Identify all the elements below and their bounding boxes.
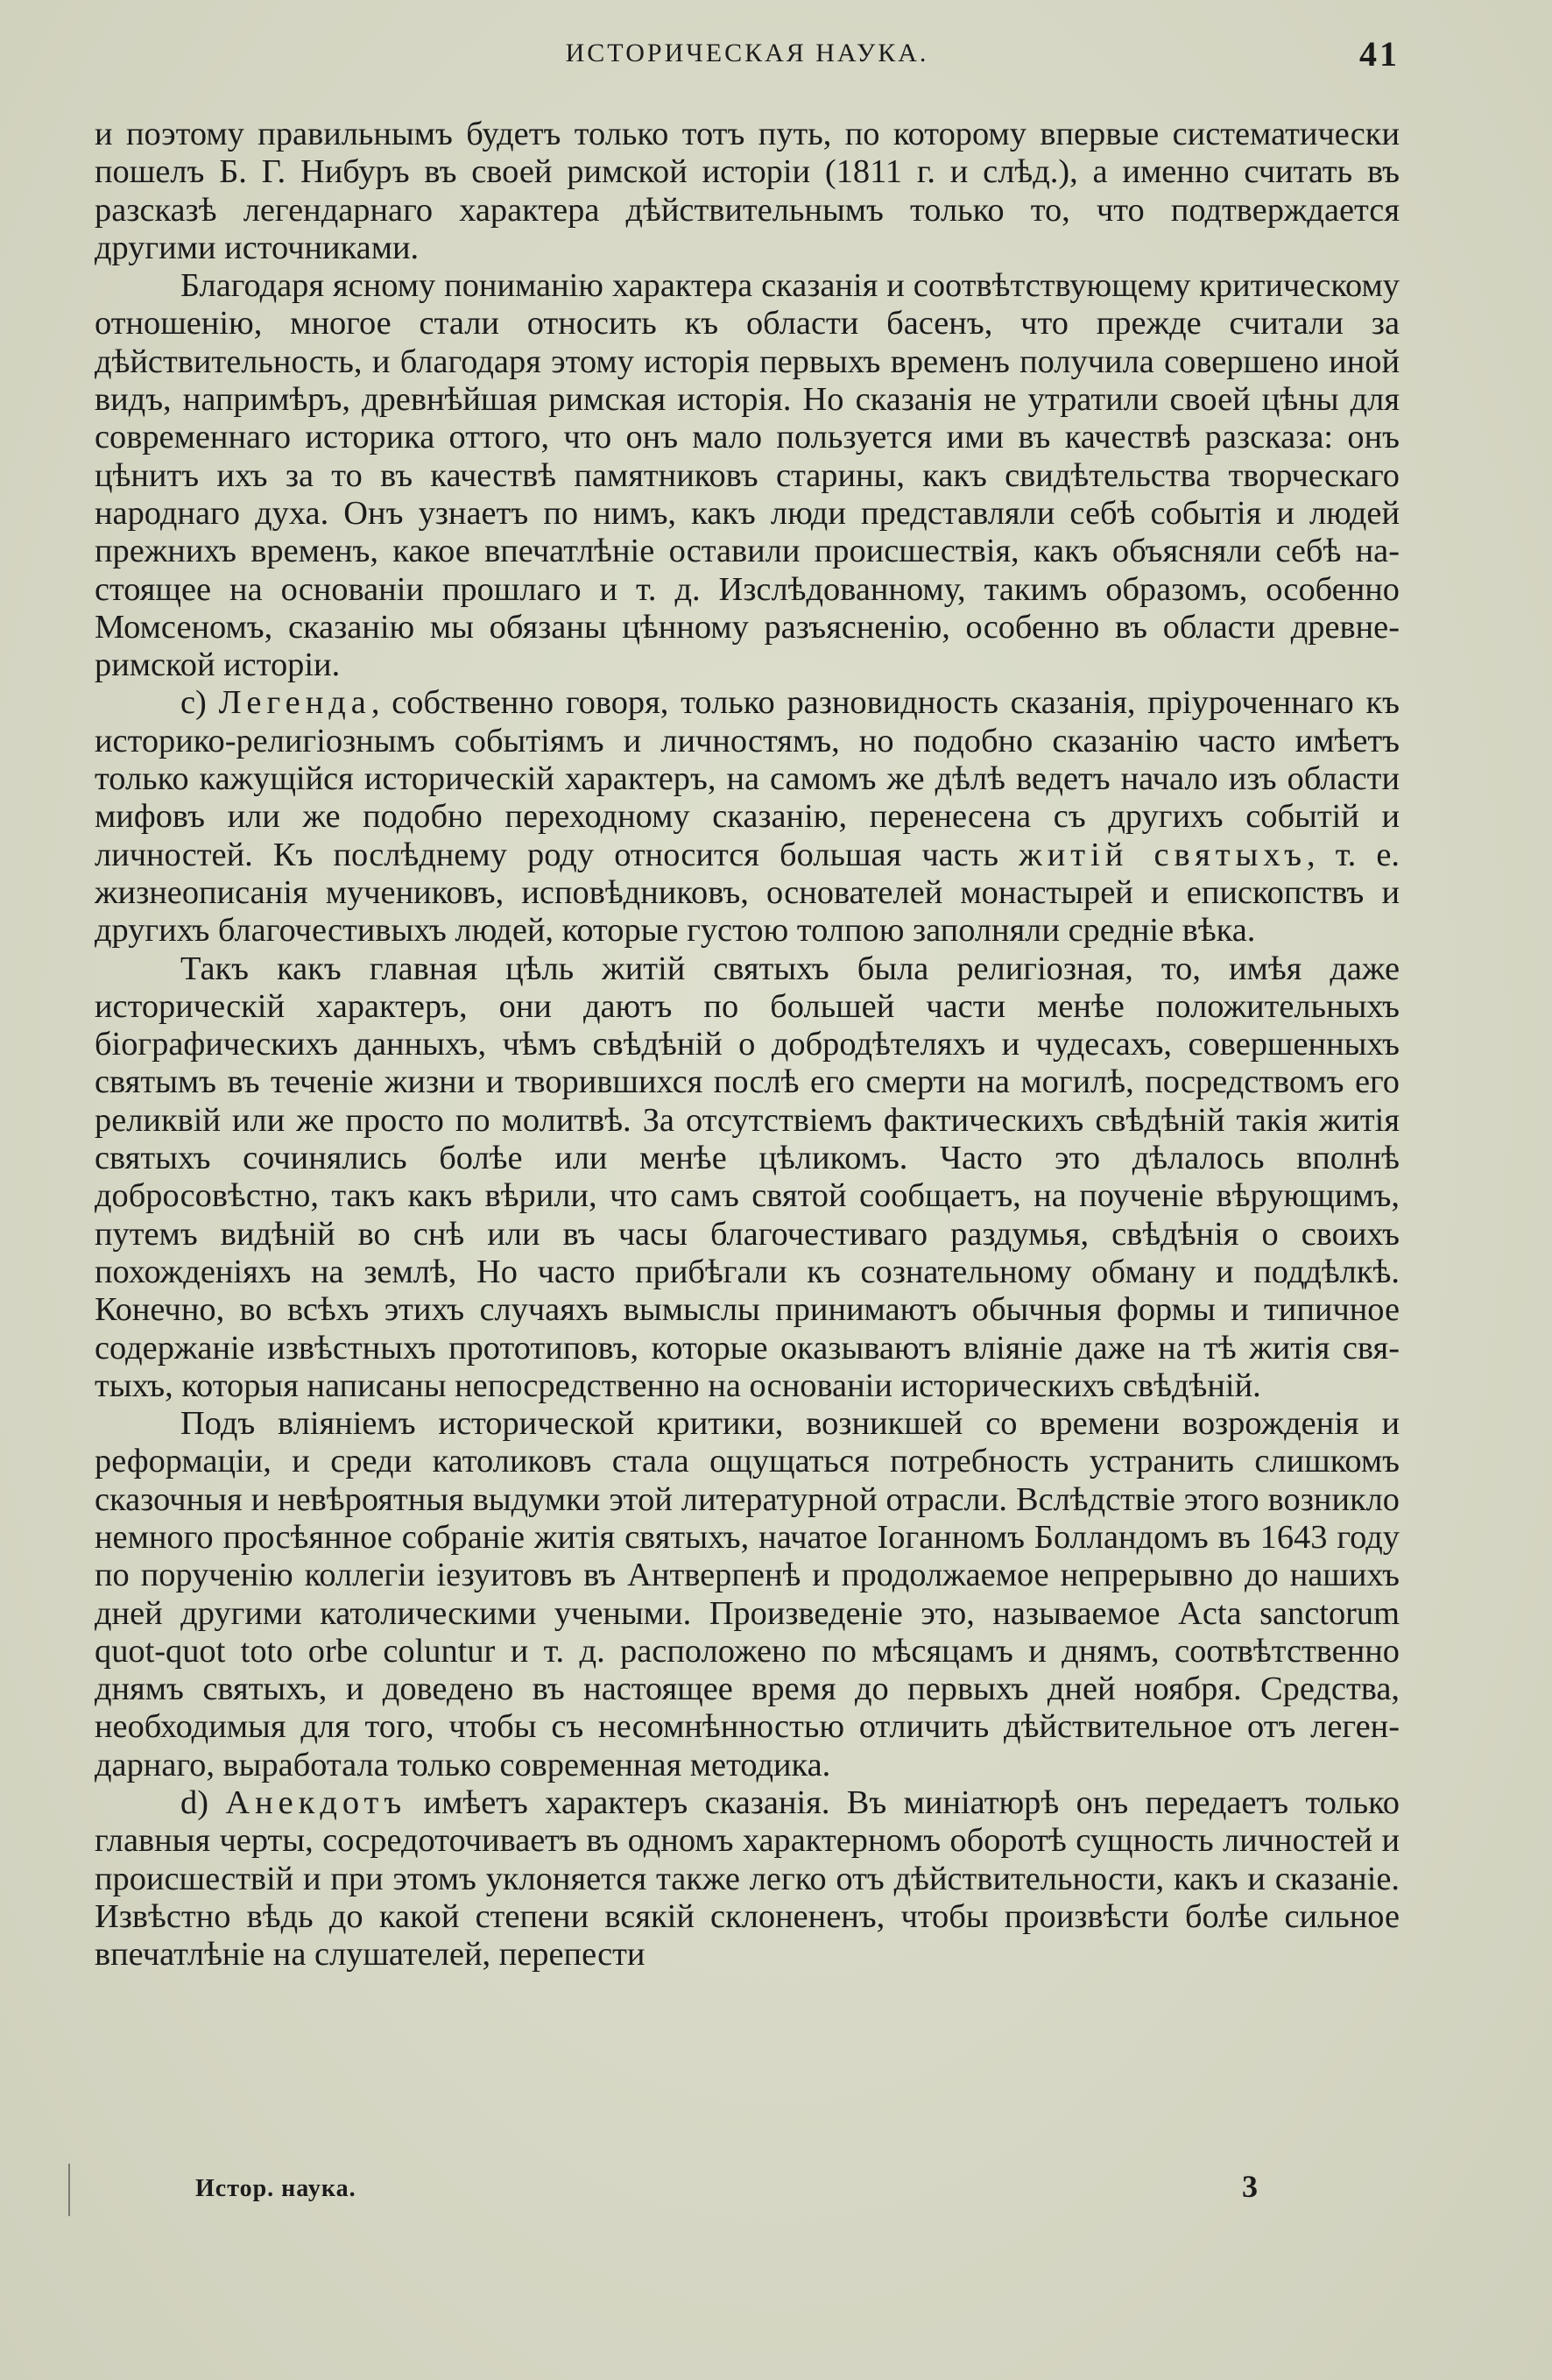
body-text: [95, 116, 1400, 1974]
footer-sheet-number: 3: [1242, 2169, 1258, 2204]
page-number: 41: [1359, 34, 1400, 74]
text-run: и поэтому правильнымъ будетъ только тотъ путь, по которому впервые систематически пошелъ Б. Г. Нибуръ въ своей римской исторіи (1811 г. и слѣд.), а именно считать въ разсказѣ легендарнаго характера дѣйствительнымъ только то, что подтверждается другими источниками.: [95, 116, 1400, 266]
paragraph-p4: [95, 950, 1400, 1406]
text-run: c): [180, 684, 219, 722]
paragraph-p1: [95, 116, 1400, 267]
binding-edge-mark: [68, 2164, 70, 2216]
paragraph-p2: [95, 267, 1400, 684]
spaced-term: Легенда: [218, 684, 371, 722]
text-run: , собственно говоря, только разновидность сказанія, пріуроченнаго къ историко-религіознымъ событіямъ и личностямъ, но подобно сказанію часто имѣетъ только кажущійся историческій характеръ, на самомъ же дѣлѣ ведетъ начало изъ области мифовъ или же подобно переходному сказанію, перенесена съ другихъ событій и личностей. Къ послѣднему роду относится большая часть: [95, 684, 1400, 873]
text-run: имѣетъ характеръ сказанія. Въ миніатюрѣ онъ передаетъ только главныя черты, сосредоточиваетъ въ одномъ характерномъ оборотѣ сущность личностей и происшествій и при этомъ уклоняется также легко отъ дѣйствительности, какъ и сказаніе. Извѣстно вѣдь до какой степени всякій склонененъ, чтобы произвѣсти болѣе сильное впечатлѣніе на слушателей, перепести: [95, 1784, 1400, 1974]
spaced-term: житій святыхъ: [1019, 836, 1307, 873]
paragraph-p5: [95, 1405, 1400, 1784]
text-run: Благодаря ясному пониманію характера сказанія и соотвѣтствующему критическому отношенію, многое стали относить къ области басенъ, что прежде считали за дѣйствительность, и благодаря этому исторія первыхъ временъ получила совершено иной видъ, напримѣръ, древнѣйшая римская исторія. Но сказанія не утратили своей цѣны для современнаго историка оттого, что онъ мало пользуется ими въ качествѣ разсказа: онъ цѣнитъ ихъ за то въ качествѣ памятниковъ старины, какъ свидѣтельства творческаго народнаго духа. Онъ узнаетъ по нимъ, какъ люди представляли себѣ событія и людей прежнихъ временъ, какое впечатлѣніе оставили происшествія, какъ объясняли себѣ настоящее на основаніи прошлаго и т. д. Изслѣдованному, такимъ образомъ, особенно Момсеномъ, сказанію мы обязаны цѣнному разъясненію, особенно въ области древне-римской исторіи.: [95, 267, 1400, 684]
running-head: [95, 33, 1400, 77]
text-run: d): [180, 1784, 226, 1822]
page-footer: [95, 2168, 1400, 2212]
text-run: , т. е. жизнеописанія мучениковъ, исповѣдниковъ, основателей монастырей и епископствъ и другихъ благочестивыхъ людей, которые густою толпою заполняли средніе вѣка.: [95, 836, 1400, 950]
text-run: Подъ вліяніемъ исторической критики, возникшей со времени возрожденія и реформаціи, и среди католиковъ стала ощущаться потребность устранить слишкомъ сказочныя и невѣроятныя выдумки этой литературной отрасли. Вслѣдствіе этого возникло немного просѣянное собраніе житія святыхъ, начатое Іоганномъ Болландомъ въ 1643 году по порученію коллегіи іезуитовъ въ Антверпенѣ и продолжаемое непрерывно до нашихъ дней другими католическими учеными. Произведеніе это, называемое Acta sanctorum quot-quot toto orbe coluntur и т. д. расположено по мѣсяцамъ и днямъ, соотвѣтственно днямъ святыхъ, и доведено въ настоящее время до первыхъ дней ноября. Средства, необходимыя для того, чтобы съ несомнѣнностью отличить дѣйствительное отъ легендарнаго, выработала только современная методика.: [95, 1405, 1400, 1783]
running-title: ИСТОРИЧЕСКАЯ НАУКА.: [565, 39, 929, 67]
footer-signature: Истор. наука.: [195, 2175, 356, 2202]
paragraph-p3: [95, 684, 1400, 950]
paragraph-p6: [95, 1784, 1400, 1974]
spaced-term: Анекдотъ: [225, 1784, 407, 1822]
text-run: Такъ какъ главная цѣль житій святыхъ была религіозная, то, имѣя даже историческій характеръ, они даютъ по большей части менѣе положительныхъ біографическихъ данныхъ, чѣмъ свѣдѣній о добродѣтеляхъ и чудесахъ, совершенныхъ святымъ въ теченіе жизни и творившихся послѣ его смерти на могилѣ, посредствомъ его реликвій или же просто по молитвѣ. За отсутствіемъ фактическихъ свѣдѣній такія житія святыхъ сочинялись болѣе или менѣе цѣликомъ. Часто это дѣлалось вполнѣ добросовѣстно, такъ какъ вѣрили, что самъ святой сообщаетъ, на поученіе вѣрующимъ, путемъ видѣній во снѣ или въ часы благочестиваго раздумья, свѣдѣнія о своихъ похожденіяхъ на землѣ, Но часто прибѣгали къ сознательному обману и поддѣлкѣ. Конечно, во всѣхъ этихъ случаяхъ вымыслы принимаютъ обычныя формы и типичное содержаніе извѣстныхъ прототиповъ, которые оказываютъ вліяніе даже на тѣ житія святыхъ, которыя написаны непосредственно на основаніи историческихъ свѣдѣній.: [95, 950, 1400, 1404]
